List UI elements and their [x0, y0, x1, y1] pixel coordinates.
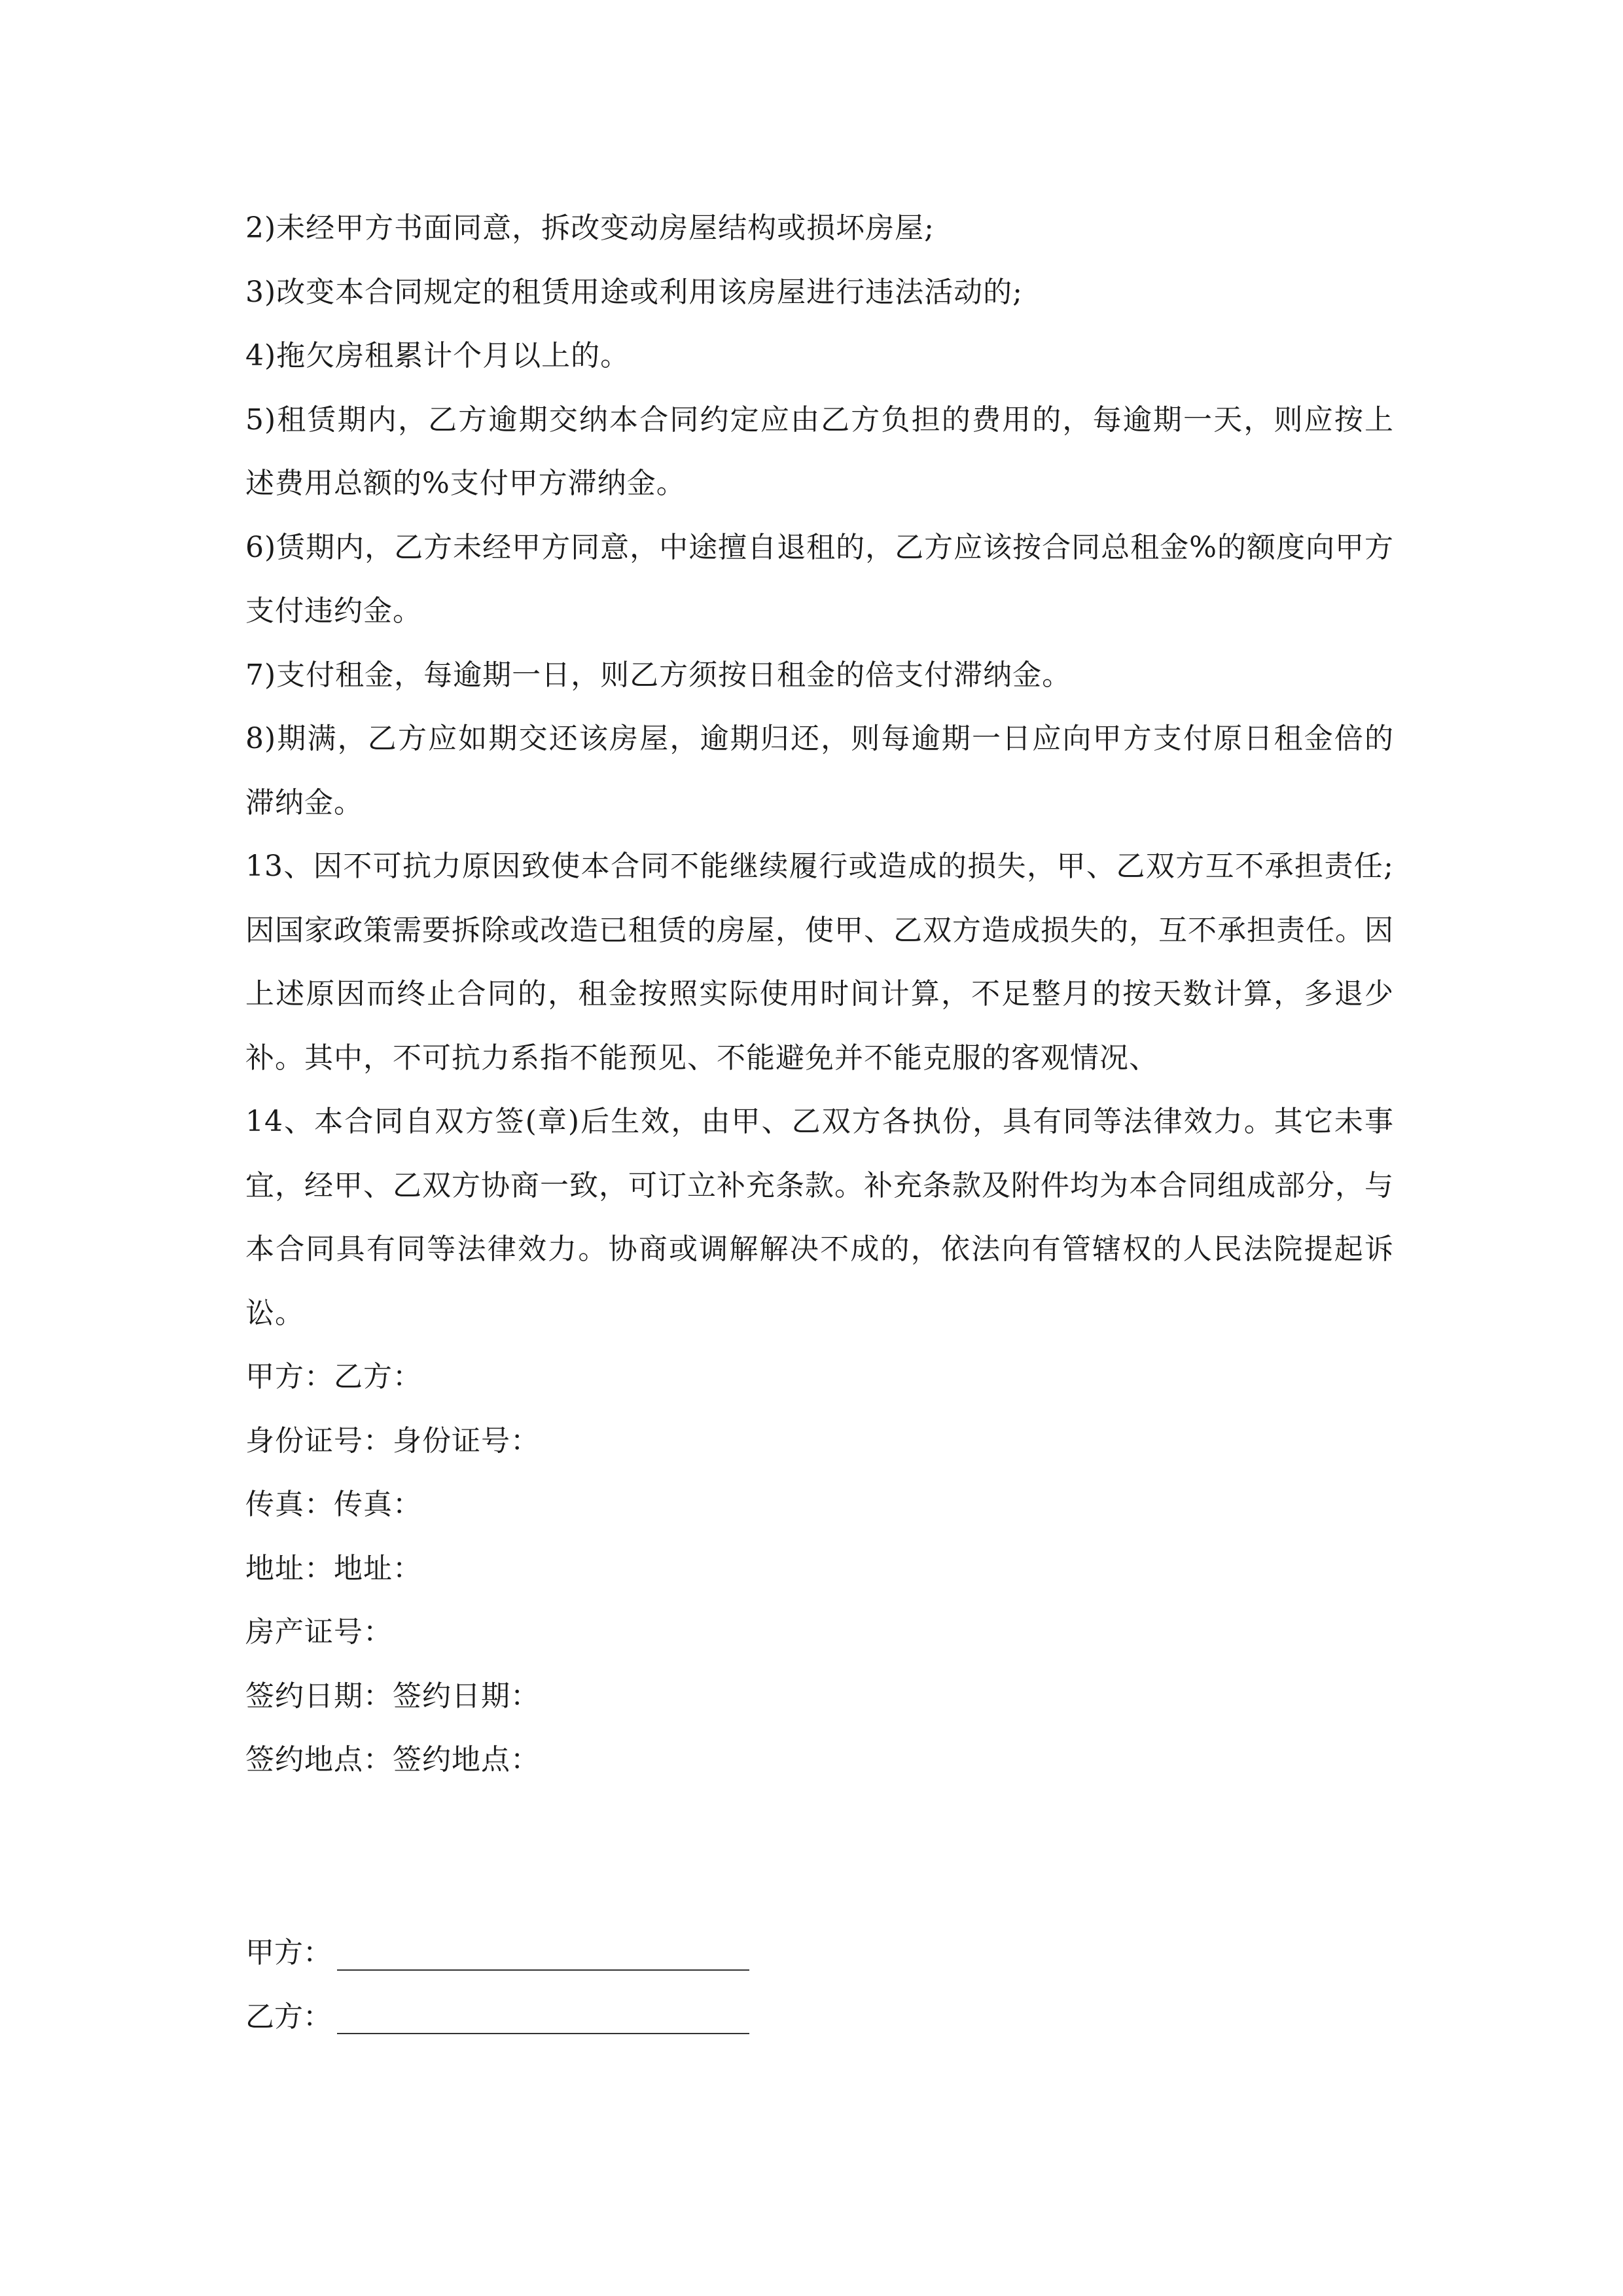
clause-7: 7)支付租金，每逾期一日，则乙方须按日租金的倍支付滞纳金。 — [245, 658, 1072, 692]
fax-line: 传真：传真： — [245, 1488, 422, 1521]
clause-5: 5)租赁期内，乙方逾期交纳本合同约定应由乙方负担的费用的，每逾期一天，则应按上述费用总额的%支付甲方滞纳金。 — [245, 403, 1394, 500]
clause-2: 2)未经甲方书面同意，拆改变动房屋结构或损坏房屋; — [245, 211, 935, 245]
signature-block — [245, 1921, 1394, 2049]
signing-date-line: 签约日期：签约日期： — [245, 1679, 540, 1713]
clause-6: 6)赁期内，乙方未经甲方同意，中途擅自退租的，乙方应该按合同总租金%的额度向甲方支付违约金。 — [245, 530, 1394, 628]
id-number-line: 身份证号：身份证号： — [245, 1424, 540, 1458]
clause-8: 8)期满，乙方应如期交还该房屋，逾期归还，则每逾期一日应向甲方支付原日租金倍的滞纳金。 — [245, 722, 1394, 819]
address-line: 地址：地址： — [245, 1551, 422, 1585]
party-a-signature-line — [337, 1929, 749, 1971]
parties-line: 甲方：乙方： — [245, 1360, 422, 1393]
party-b-label: 乙方： — [245, 2000, 332, 2034]
contract-body — [245, 196, 1394, 1792]
article-14: 14、本合同自双方签(章)后生效，由甲、乙双方各执份，具有同等法律效力。其它未事宜，经甲、乙双方协商一致，可订立补充条款。补充条款及附件均为本合同组成部分，与本合同具有同等法律效力。协商或调解解决不成的，依法向有管辖权的人民法院提起诉讼。 — [245, 1105, 1394, 1330]
party-b-signature-row — [245, 1985, 1394, 2049]
clause-3: 3)改变本合同规定的租赁用途或利用该房屋进行违法活动的; — [245, 275, 1023, 309]
party-a-signature-row — [245, 1921, 1394, 1985]
clause-4: 4)拖欠房租累计个月以上的。 — [245, 339, 630, 372]
property-cert-line: 房产证号： — [245, 1615, 393, 1649]
party-b-signature-line — [337, 1992, 749, 2034]
article-13: 13、因不可抗力原因致使本合同不能继续履行或造成的损失，甲、乙双方互不承担责任;因国家政策需要拆除或改造已租赁的房屋，使甲、乙双方造成损失的，互不承担责任。因上述原因而终止合同的，租金按照实际使用时间计算，不足整月的按天数计算，多退少补。其中，不可抗力系指不能预见、不能避免并不能克服的客观情况、 — [245, 850, 1394, 1075]
party-a-label: 甲方： — [245, 1936, 332, 1969]
signing-place-line: 签约地点：签约地点： — [245, 1743, 540, 1776]
